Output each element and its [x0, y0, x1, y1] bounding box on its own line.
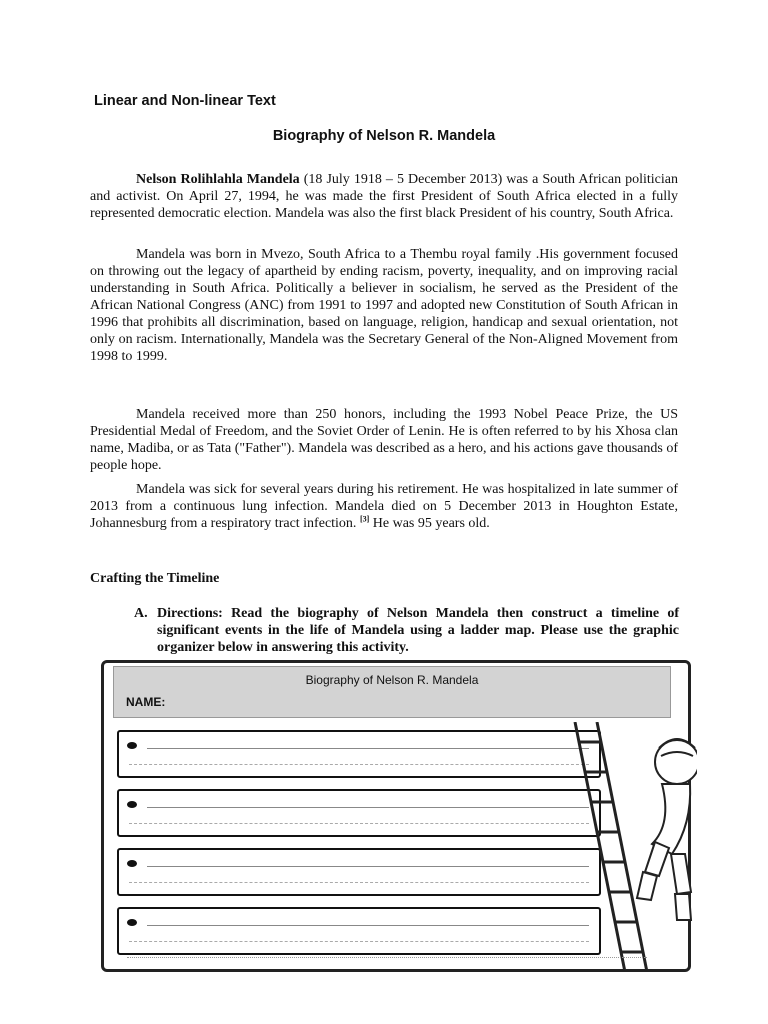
paragraph-2-text: Mandela was born in Mvezo, South Africa to a Thembu royal family .His government focused on throwing out the legacy of apartheid by ending racism, poverty, inequality, and on improving racial understanding in South Africa. Politically a believer in socialism, he served as the President of the African National Congress (ANC) from 1991 to 1997 and adopted new Constitution of South African in 1996 that prohibits all discrimination, based on language, religion, handicap and sexual orientation, not only on racism. Internationally, Mandela was the Secretary General of the Non-Aligned Movement from 1998 to 1999.	[90, 247, 678, 364]
directions-marker: A.	[134, 606, 148, 621]
paragraph-1	[90, 171, 678, 222]
paragraph-1-text: (18 July 1918 – 5 December 2013) was a South African politician and activist. On April 27, 1994, he was made the first President of South Africa elected in a fully represented democratic election. Mandela was also the first black President of his country, South Africa.	[90, 172, 678, 221]
bullet-icon	[127, 801, 137, 808]
timeline-rung[interactable]	[117, 789, 601, 837]
document-header: Linear and Non-linear Text	[94, 93, 276, 109]
paragraph-4	[90, 481, 678, 532]
directions-text: Directions: Read the biography of Nelson Mandela then construct a timeline of significant events in the life of Mandela using a ladder map. Please use the graphic organizer below in answering this activity.	[157, 606, 679, 655]
page-title: Biography of Nelson R. Mandela	[272, 128, 496, 144]
paragraph-4-end: He was 95 years old.	[372, 516, 490, 531]
bullet-icon	[127, 742, 137, 749]
paragraph-4-text: Mandela was sick for several years during his retirement. He was hospitalized in late summer of 2013 from a continuous lung infection. Mandela died on 5 December 2013 in Houghton Estate, Johannesburg from a respiratory tract infection.	[90, 482, 678, 531]
directions	[134, 605, 679, 656]
graphic-organizer	[97, 656, 703, 974]
paragraph-3	[90, 406, 678, 474]
timeline-rung[interactable]	[117, 848, 601, 896]
ladder-illustration-icon	[567, 722, 697, 972]
organizer-footer	[127, 957, 647, 962]
paragraph-3-text: Mandela received more than 250 honors, including the 1993 Nobel Peace Prize, the US Presidential Medal of Freedom, and the Soviet Order of Lenin. He is often referred to by his Xhosa clan name, Madiba, or as Tata ("Father"). Mandela was described as a hero, and his actions gave thousands of people hope.	[90, 407, 678, 473]
paragraph-2	[90, 246, 678, 365]
timeline-rung[interactable]	[117, 907, 601, 955]
organizer-header	[113, 666, 671, 718]
section-heading: Crafting the Timeline	[90, 571, 220, 586]
bullet-icon	[127, 860, 137, 867]
organizer-title: Biography of Nelson R. Mandela	[305, 673, 479, 687]
bullet-icon	[127, 919, 137, 926]
reference-marker[interactable]: [3]	[359, 514, 370, 524]
subject-name: Nelson Rolihlahla Mandela	[136, 172, 300, 187]
timeline-rung[interactable]	[117, 730, 601, 778]
name-label: NAME:	[126, 695, 166, 709]
